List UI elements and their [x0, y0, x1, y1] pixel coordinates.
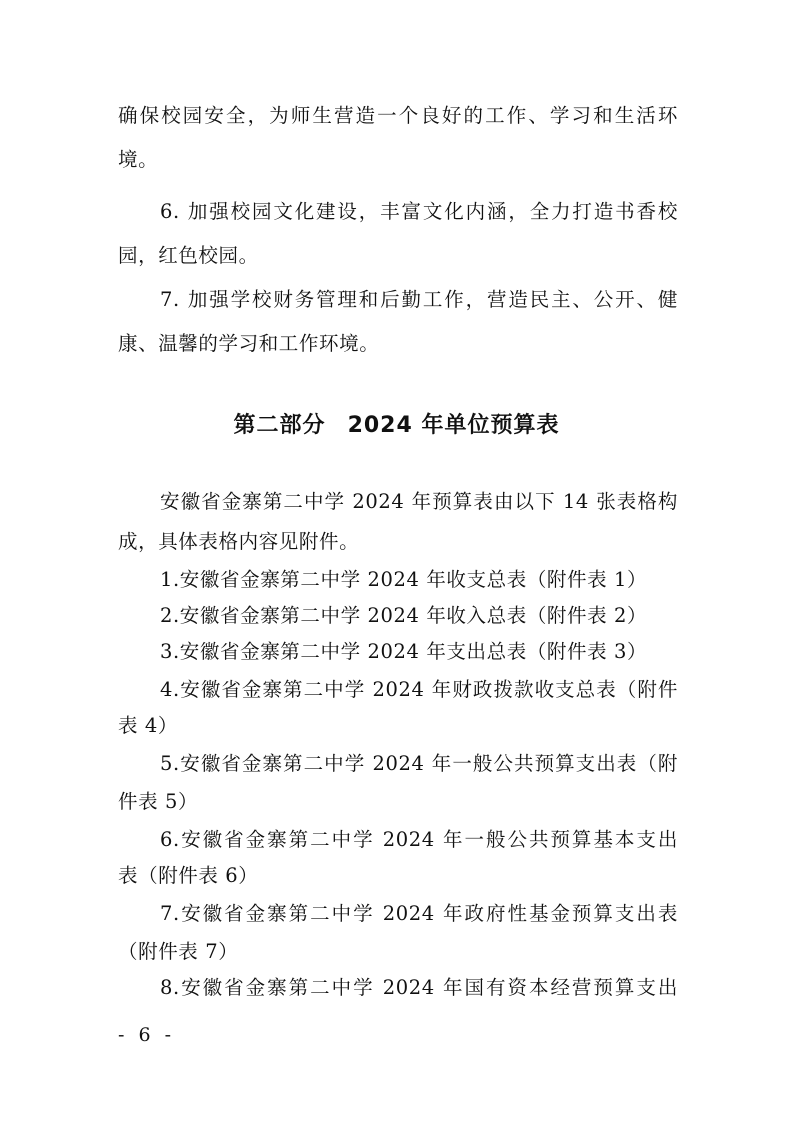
page-number: - 6 -: [118, 1024, 176, 1046]
list-item-6-line-1: 6.安徽省金寨第二中学 2024 年一般公共预算基本支出: [160, 828, 678, 851]
paragraph-continuation-line-1: 确保校园安全，为师生营造一个良好的工作、学习和生活环: [118, 104, 678, 127]
paragraph-item-6-line-1: 6. 加强校园文化建设，丰富文化内涵，全力打造书香校: [160, 200, 678, 223]
intro-line-2: 成，具体表格内容见附件。: [118, 530, 360, 553]
paragraph-item-7-line-1: 7. 加强学校财务管理和后勤工作，营造民主、公开、健: [160, 288, 678, 311]
list-item-5-line-1: 5.安徽省金寨第二中学 2024 年一般公共预算支出表（附: [160, 752, 678, 775]
paragraph-item-7-line-2: 康、温馨的学习和工作环境。: [118, 332, 380, 355]
list-item-5-line-2: 件表 5）: [118, 790, 199, 813]
section-heading: [0, 410, 793, 442]
list-item-3: 3.安徽省金寨第二中学 2024 年支出总表（附件表 3）: [160, 640, 648, 663]
list-item-1: 1.安徽省金寨第二中学 2024 年收支总表（附件表 1）: [160, 568, 648, 591]
list-item-8-line-1: 8.安徽省金寨第二中学 2024 年国有资本经营预算支出: [160, 976, 678, 999]
list-item-7-line-2: （附件表 7）: [118, 940, 239, 963]
list-item-6-line-2: 表（附件表 6）: [118, 864, 259, 887]
list-item-4-line-2: 表 4）: [118, 714, 179, 737]
list-item-7-line-1: 7.安徽省金寨第二中学 2024 年政府性基金预算支出表: [160, 902, 678, 925]
intro-line-1: 安徽省金寨第二中学 2024 年预算表由以下 14 张表格构: [160, 490, 678, 513]
paragraph-item-6-line-2: 园，红色校园。: [118, 244, 259, 267]
list-item-2: 2.安徽省金寨第二中学 2024 年收入总表（附件表 2）: [160, 604, 648, 627]
paragraph-continuation-line-2: 境。: [118, 148, 159, 171]
section-heading-title: 2024 年单位预算表: [347, 413, 560, 438]
section-heading-part: 第二部分: [233, 413, 326, 438]
list-item-4-line-1: 4.安徽省金寨第二中学 2024 年财政拨款收支总表（附件: [160, 678, 678, 701]
